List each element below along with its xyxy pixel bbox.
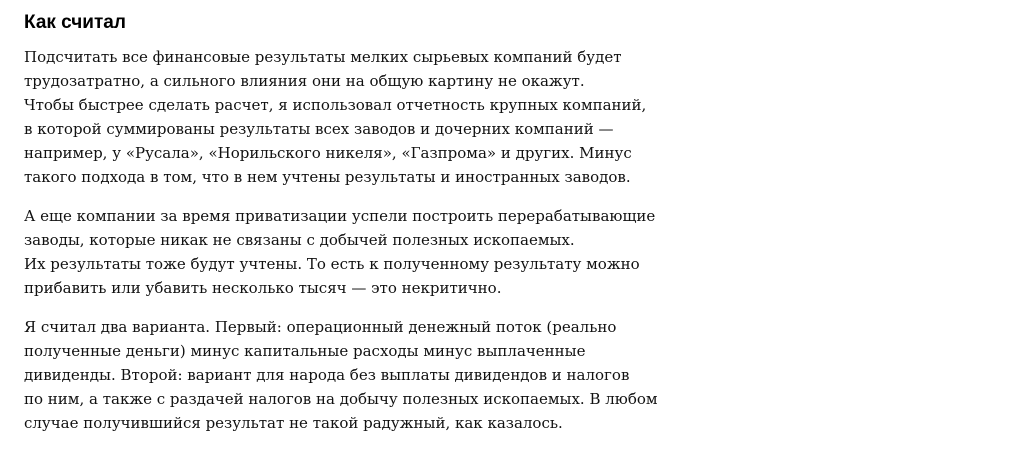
paragraph-line: Их результаты тоже будут учтены. То есть к полученному результату можно [24, 255, 640, 273]
paragraph-line: Я считал два варианта. Первый: операционный денежный поток (реально [24, 318, 617, 336]
paragraph-line: например, у «Русала», «Норильского никеля», «Газпрома» и других. Минус [24, 144, 632, 162]
paragraph-line: такого подхода в том, что в нем учтены результаты и иностранных заводов. [24, 168, 631, 186]
paragraph-line: Чтобы быстрее сделать расчет, я использовал отчетность крупных компаний, [24, 96, 647, 114]
paragraph-line: заводы, которые никак не связаны с добычей полезных ископаемых. [24, 231, 575, 249]
paragraph-1 [24, 45, 664, 189]
paragraph-line: в которой суммированы результаты всех заводов и дочерних компаний — [24, 120, 614, 138]
paragraph-line: А еще компании за время приватизации успели построить перерабатывающие [24, 207, 656, 225]
article-section [24, 10, 664, 450]
section-heading: Как считал [24, 12, 126, 33]
paragraph-line: прибавить или убавить несколько тысяч — это некритично. [24, 279, 502, 297]
paragraph-line: дивиденды. Второй: вариант для народа без выплаты дивидендов и налогов [24, 366, 630, 384]
paragraph-3 [24, 315, 664, 435]
paragraph-line: Подсчитать все финансовые результаты мелких сырьевых компаний будет [24, 48, 622, 66]
paragraph-line: трудозатратно, а сильного влияния они на общую картину не окажут. [24, 72, 585, 90]
paragraph-line: случае получившийся результат не такой радужный, как казалось. [24, 414, 563, 432]
paragraph-2 [24, 204, 664, 300]
paragraph-line: полученные деньги) минус капитальные расходы минус выплаченные [24, 342, 586, 360]
paragraph-line: по ним, а также с раздачей налогов на добычу полезных ископаемых. В любом [24, 390, 658, 408]
